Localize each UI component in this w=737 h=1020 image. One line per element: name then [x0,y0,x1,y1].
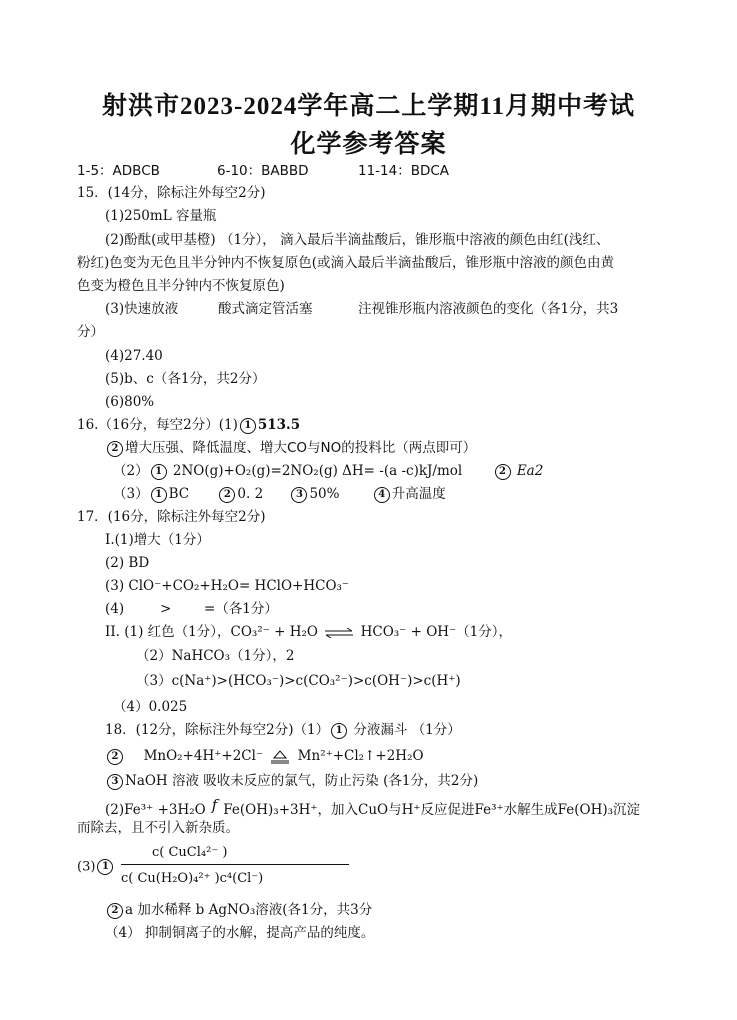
circled-number: 3 [291,487,307,503]
q18-dilution: a 加水稀释 b AgNO₃溶液(各1分，共3分 [125,902,373,918]
q16-sub2-label: （2） [113,463,149,479]
fraction-numerator: c( CuCl₄²⁻ ) [152,845,228,860]
q18-part2-line2: 而除去，且不引入新杂质。 [77,820,239,836]
q17-ii4: （4）0.025 [113,699,188,715]
q18-line3 [105,772,478,790]
q15-part4: (4)27.40 [105,348,163,364]
q16-line4 [113,485,446,503]
circled-number: 2 [219,487,235,503]
circled-number: 2 [107,749,123,765]
circled-number: 1 [97,859,113,875]
q16-value: 513.5 [257,417,301,433]
q16-answer-d: 升高温度 [391,486,446,502]
q15-part1: (1)250mL 容量瓶 [105,208,217,224]
q15-part5: (5)b、c（各1分，共2分） [105,371,266,387]
circled-number: 3 [107,774,123,790]
q17-ii1-right: HCO₃⁻ + OH⁻（1分）， [360,624,513,640]
q18-part3-label [77,859,115,875]
q15-part3-a: (3)快速放液 [105,301,179,317]
q17-i4-label: (4) [105,601,125,617]
q16-sub3-label: （3） [113,486,149,502]
q18-part2-line1 [105,796,640,819]
q18-line2 [105,747,424,765]
q15-part2-line3: 色变为橙色且半分钟内不恢复原色) [77,278,285,294]
q18-equation-left: MnO₂+4H⁺+2Cl⁻ [143,748,264,764]
q17-i4-greater: > [160,601,172,617]
fraction-denominator: c( Cu(H₂O)₄²⁺ )c⁴(Cl⁻) [121,871,264,886]
q18-line6: （4） 抑制铜离子的水解，提高产品的纯度。 [105,925,375,941]
q16-heading: 16.（16分，每空2分）(1) [77,417,238,433]
mc-answers-11-14: 11-14：BDCA [358,163,450,179]
q17-ii2: （2）NaHCO₃（1分），2 [136,648,295,664]
q16-answer-a: BC [168,486,190,502]
q16-equation: 2NO(g)+O₂(g)=2NO₂(g) ΔH= -(a -c)kJ/mol [172,463,463,479]
q15-part3-b: 酸式滴定管活塞 [218,301,313,317]
q15-part2-line1: (2)酚酞(或甲基橙) （1分）， 滴入最后半滴盐酸后，锥形瓶中溶液的颜色由红(浅红、 [105,232,610,248]
q18-hydrolysis-left: (2)Fe³⁺ +3H₂O [105,802,206,818]
circled-number: 2 [107,441,123,457]
circled-number: 2 [495,464,511,480]
q18-line1 [105,721,461,739]
q16-measures: 增大压强、降低温度、增大CO与NO的投料比（两点即可） [125,440,477,456]
q16-activation-energy: Ea2 [516,463,544,479]
mc-answers-6-10: 6-10：BABBD [217,163,309,179]
q17-heading: 17．(16分，除标注外每空2分) [77,509,266,525]
q16-line3 [113,462,543,480]
q15-part3-c: 注视锥形瓶内溶液颜色的变化（各1分，共3 [358,301,619,317]
page-subtitle: 化学参考答案 [290,131,447,158]
q15-part3-d: 分） [77,324,104,340]
q15-part6: (6)80% [105,394,155,410]
q16-answer-b: 0. 2 [237,486,264,502]
circled-number: 2 [107,903,123,919]
fraction-bar [121,864,349,865]
q17-ii3: （3）c(Na⁺)>(HCO₃⁻)>c(CO₃²⁻)>c(OH⁻)>c(H⁺) [136,673,461,689]
q18-hydrolysis-mark: f [211,796,218,814]
circled-number: 4 [374,487,390,503]
circled-number: 1 [151,487,167,503]
q18-line5 [105,901,372,919]
q17-i1: I.(1)增大（1分） [105,532,210,548]
q17-ii1 [105,623,512,641]
q16-answer-c: 50% [309,486,340,502]
q17-i2: (2) BD [105,555,150,571]
q18-naoh: NaOH 溶液 吸收未反应的氯气，防止污染 (各1分，共2分) [125,773,479,789]
q17-ii1-left: II. (1) 红色（1分），CO₃²⁻ + H₂O [105,624,318,640]
q18-funnel: 分液漏斗 （1分） [353,722,461,738]
mc-answers-1-5: 1-5：ADBCB [77,163,160,179]
circled-number: 1 [331,723,347,739]
q16-line2 [105,439,476,457]
q16-line1 [77,416,300,434]
q15-part2-line2: 粉红)色变为无色且半分钟内不恢复原色(或滴入最后半滴盐酸后，锥形瓶中溶液的颜色由黄 [77,255,615,271]
q18-hydrolysis-right: Fe(OH)₃+3H⁺，加入CuO与H⁺反应促进Fe³⁺水解生成Fe(OH)₃沉淀 [223,802,641,818]
circled-number: 1 [151,464,167,480]
q18-equation-right: Mn²⁺+Cl₂↑+2H₂O [297,748,424,764]
page-title: 射洪市2023-2024学年高二上学期11月期中考试 [102,93,635,120]
circled-number: 1 [240,418,256,434]
q18-part3-number: (3) [77,859,96,875]
equilibrium-arrow-icon [324,628,354,638]
q18-heading: 18．(12分，除标注外每空2分)（1） [105,722,330,738]
heating-arrow-icon [269,750,291,764]
q17-i4-equal: =（各1分） [204,601,278,617]
q15-heading: 15．(14分，除标注外每空2分) [77,185,266,201]
q17-i3: (3) ClO⁻+CO₂+H₂O= HClO+HCO₃⁻ [105,578,350,594]
